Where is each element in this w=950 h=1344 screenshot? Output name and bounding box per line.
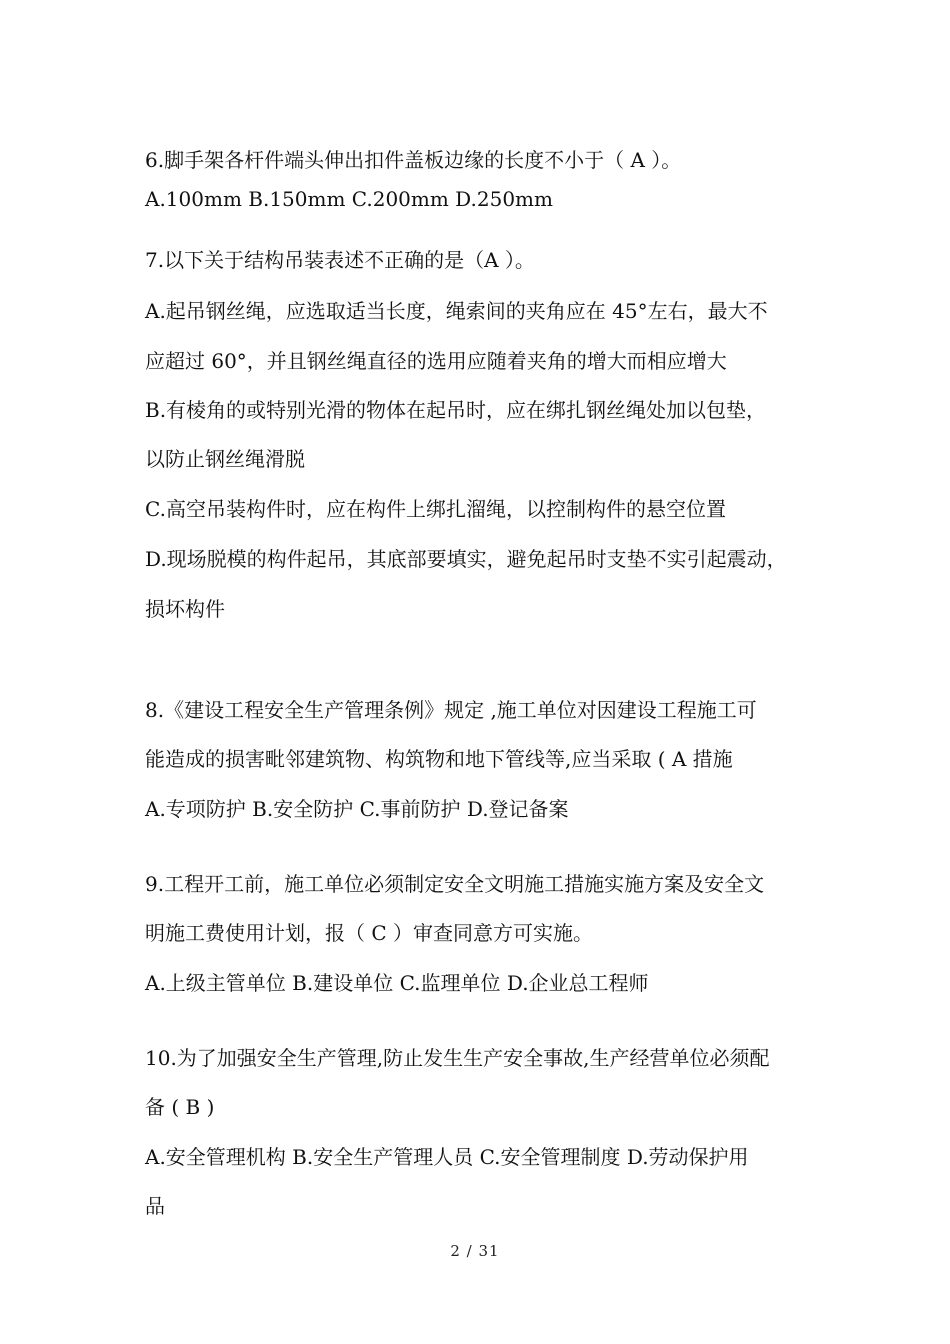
- question-7-option-c: C.高空吊装构件时，应在构件上绑扎溜绳，以控制构件的悬空位置: [145, 497, 726, 521]
- question-10-options-line2: 品: [145, 1194, 165, 1218]
- question-7-option-a-line1: A.起吊钢丝绳，应选取适当长度，绳索间的夹角应在 45°左右，最大不: [145, 299, 768, 323]
- question-7-option-b-line2: 以防止钢丝绳滑脱: [145, 447, 305, 471]
- question-10-stem-line2: 备 ( B ): [145, 1095, 215, 1119]
- question-7-option-d-line1: D.现场脱模的构件起吊，其底部要填实，避免起吊时支垫不实引起震动，: [145, 547, 787, 571]
- question-7-stem: 7.以下关于结构吊装表述不正确的是（A ）。: [145, 248, 535, 272]
- question-9-options: A.上级主管单位 B.建设单位 C.监理单位 D.企业总工程师: [145, 971, 649, 995]
- question-6-options: A.100mm B.150mm C.200mm D.250mm: [145, 187, 553, 211]
- question-8-stem-line2: 能造成的损害毗邻建筑物、构筑物和地下管线等,应当采取 ( A 措施: [145, 747, 733, 771]
- question-10-stem-line1: 10.为了加强安全生产管理,防止发生生产安全事故,生产经营单位必须配: [145, 1046, 770, 1070]
- question-8-options: A.专项防护 B.安全防护 C.事前防护 D.登记备案: [145, 797, 569, 821]
- question-7-option-a-line2: 应超过 60°，并且钢丝绳直径的选用应随着夹角的增大而相应增大: [145, 349, 727, 373]
- question-7-option-b-line1: B.有棱角的或特别光滑的物体在起吊时，应在绑扎钢丝绳处加以包垫，: [145, 398, 767, 422]
- question-10-options-line1: A.安全管理机构 B.安全生产管理人员 C.安全管理制度 D.劳动保护用: [145, 1145, 749, 1169]
- question-9-stem-line1: 9.工程开工前，施工单位必须制定安全文明施工措施实施方案及安全文: [145, 872, 765, 896]
- question-8-stem-line1: 8.《建设工程安全生产管理条例》规定 ,施工单位对因建设工程施工可: [145, 698, 757, 722]
- question-6-stem: 6.脚手架各杆件端头伸出扣件盖板边缘的长度不小于（ A ）。: [145, 148, 682, 172]
- question-7-option-d-line2: 损坏构件: [145, 597, 225, 621]
- question-9-stem-line2: 明施工费使用计划，报（ C ）审查同意方可实施。: [145, 921, 594, 945]
- page-number: 2 / 31: [450, 1242, 500, 1260]
